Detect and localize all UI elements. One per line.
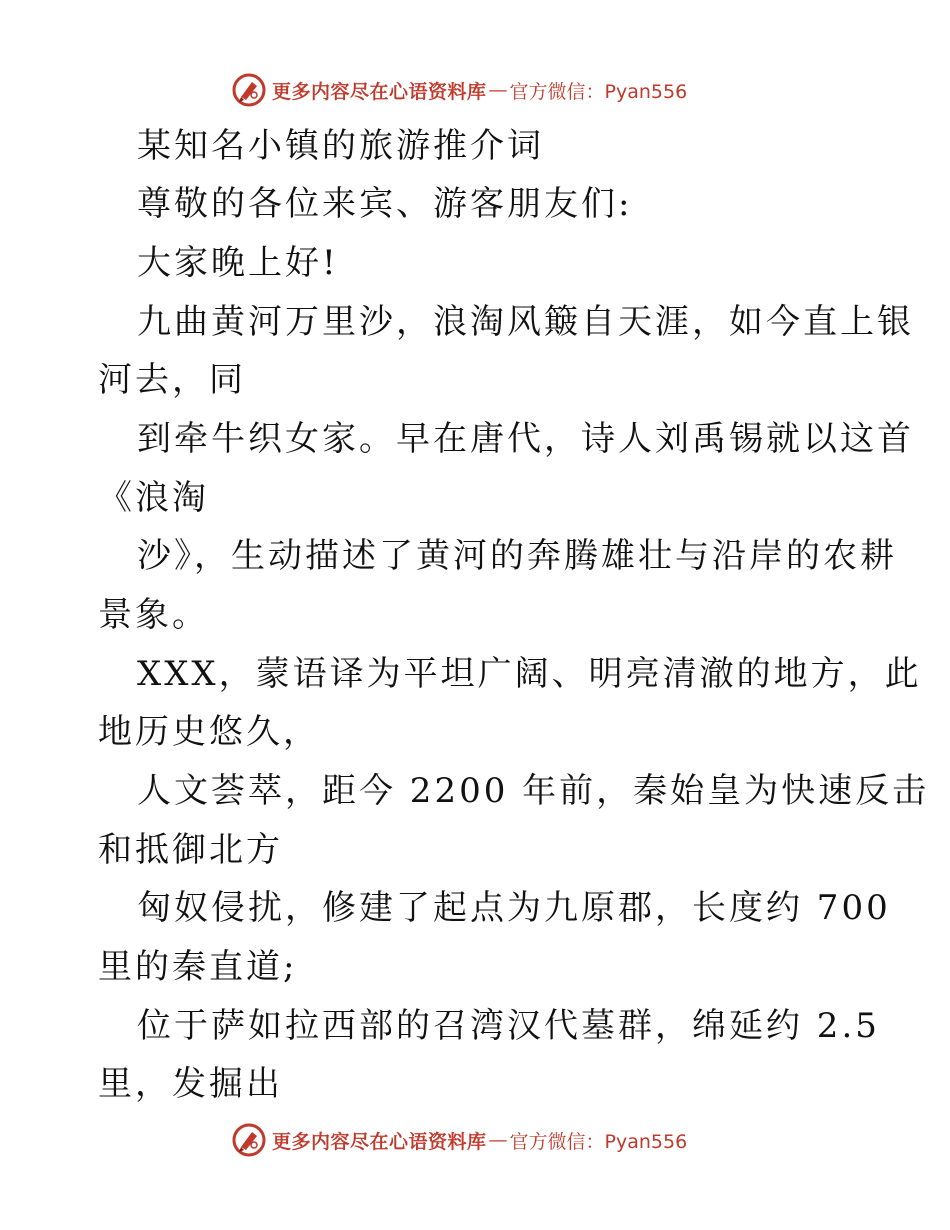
paragraph-line: XXX，蒙语译为平坦广阔、明亮清澈的地方，此 [137, 654, 922, 694]
greeting-line: 大家晚上好! [137, 243, 339, 283]
banner-title: 更多内容尽在心语资料库 [272, 1130, 487, 1153]
paragraph-line: 到牵牛织女家。早在唐代，诗人刘禹锡就以这首 [137, 419, 914, 459]
paragraph-line: 沙》，生动描述了黄河的奔腾雄壮与沿岸的农耕 [137, 536, 897, 576]
banner-wechat: 官方微信：Pyan556 [509, 80, 688, 103]
document-title: 某知名小镇的旅游推介词 [137, 126, 544, 166]
paragraph-line: 里的秦直道; [98, 947, 298, 987]
paragraph-line: 匈奴侵扰，修建了起点为九原郡，长度约 700 [137, 888, 891, 928]
paragraph-line: 河去，同 [98, 360, 246, 400]
paragraph-line: 九曲黄河万里沙，浪淘风簸自天涯，如今直上银 [137, 302, 914, 342]
paragraph-line: 地历史悠久， [98, 712, 320, 752]
paragraph-line: 人文荟萃，距今 2200 年前，秦始皇为快速反击 [137, 771, 930, 811]
paragraph-line: 里，发掘出 [98, 1064, 283, 1104]
paragraph-line: 景象。 [98, 595, 209, 635]
red-pen-logo-icon [232, 73, 266, 107]
banner-title: 更多内容尽在心语资料库 [272, 80, 487, 103]
footer-banner [0, 1120, 950, 1160]
paragraph-line: 和抵御北方 [98, 830, 283, 870]
header-banner [0, 70, 950, 110]
banner-separator: — [488, 1129, 508, 1151]
red-pen-logo-icon [232, 1123, 266, 1157]
banner-wechat: 官方微信：Pyan556 [509, 1130, 688, 1153]
greeting-line: 尊敬的各位来宾、游客朋友们: [137, 184, 633, 224]
banner-separator: — [488, 79, 508, 101]
paragraph-line: 《浪淘 [98, 478, 209, 518]
paragraph-line: 位于萨如拉西部的召湾汉代墓群，绵延约 2.5 [137, 1006, 880, 1046]
